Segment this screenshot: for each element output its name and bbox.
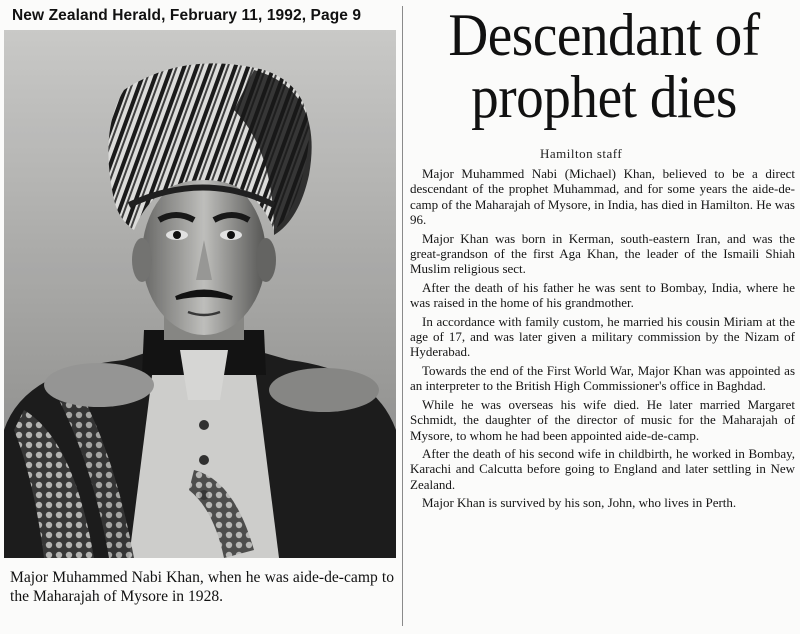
article-paragraph: While he was overseas his wife died. He later married Margaret Schmidt, the daughter of the director of music for the Maharajah of Mysore, to whom he had been appointed aide-de-camp. xyxy=(410,396,795,443)
article-paragraph: Major Khan is survived by his son, John, who lives in Perth. xyxy=(422,495,737,511)
byline: Hamilton staff xyxy=(540,146,623,161)
article-paragraph: After the death of his father he was sent to Bombay, India, where he was raised in the home of his grandmother. xyxy=(410,279,795,311)
portrait-photo xyxy=(4,30,396,558)
article-paragraph: After the death of his second wife in childbirth, he worked in Bombay, Karachi and Calcutta before going to England and later settling in New Zealand. xyxy=(410,445,795,492)
headline: Descendant of prophet dies xyxy=(448,2,760,130)
photo-caption: Major Muhammed Nabi Khan, when he was aide-de-camp to the Maharajah of Mysore in 1928. xyxy=(10,569,394,605)
article-paragraph: Towards the end of the First World War, Major Khan was appointed as an interpreter to the British High Commissioner's office in Baghdad. xyxy=(410,362,795,394)
article-paragraph: Major Muhammed Nabi (Michael) Khan, believed to be a direct descendant of the prophet Muhammad, and for some years the aide-de-camp of the Maharajah of Mysore, in India, has died in Hamilton. He was 96. xyxy=(410,166,795,228)
source-citation: New Zealand Herald, February 11, 1992, Page 9 xyxy=(12,7,362,24)
portrait-illustration xyxy=(4,30,396,558)
column-divider xyxy=(402,6,403,626)
article-body xyxy=(410,166,795,514)
article-paragraph: In accordance with family custom, he married his cousin Miriam at the age of 17, and was later given a military commission by the Nizam of Hyderabad. xyxy=(410,313,795,360)
article-paragraph: Major Khan was born in Kerman, south-eastern Iran, and was the great-grandson of the first Aga Khan, the leader of the Ismaili Shiah Muslim religious sect. xyxy=(410,230,795,277)
